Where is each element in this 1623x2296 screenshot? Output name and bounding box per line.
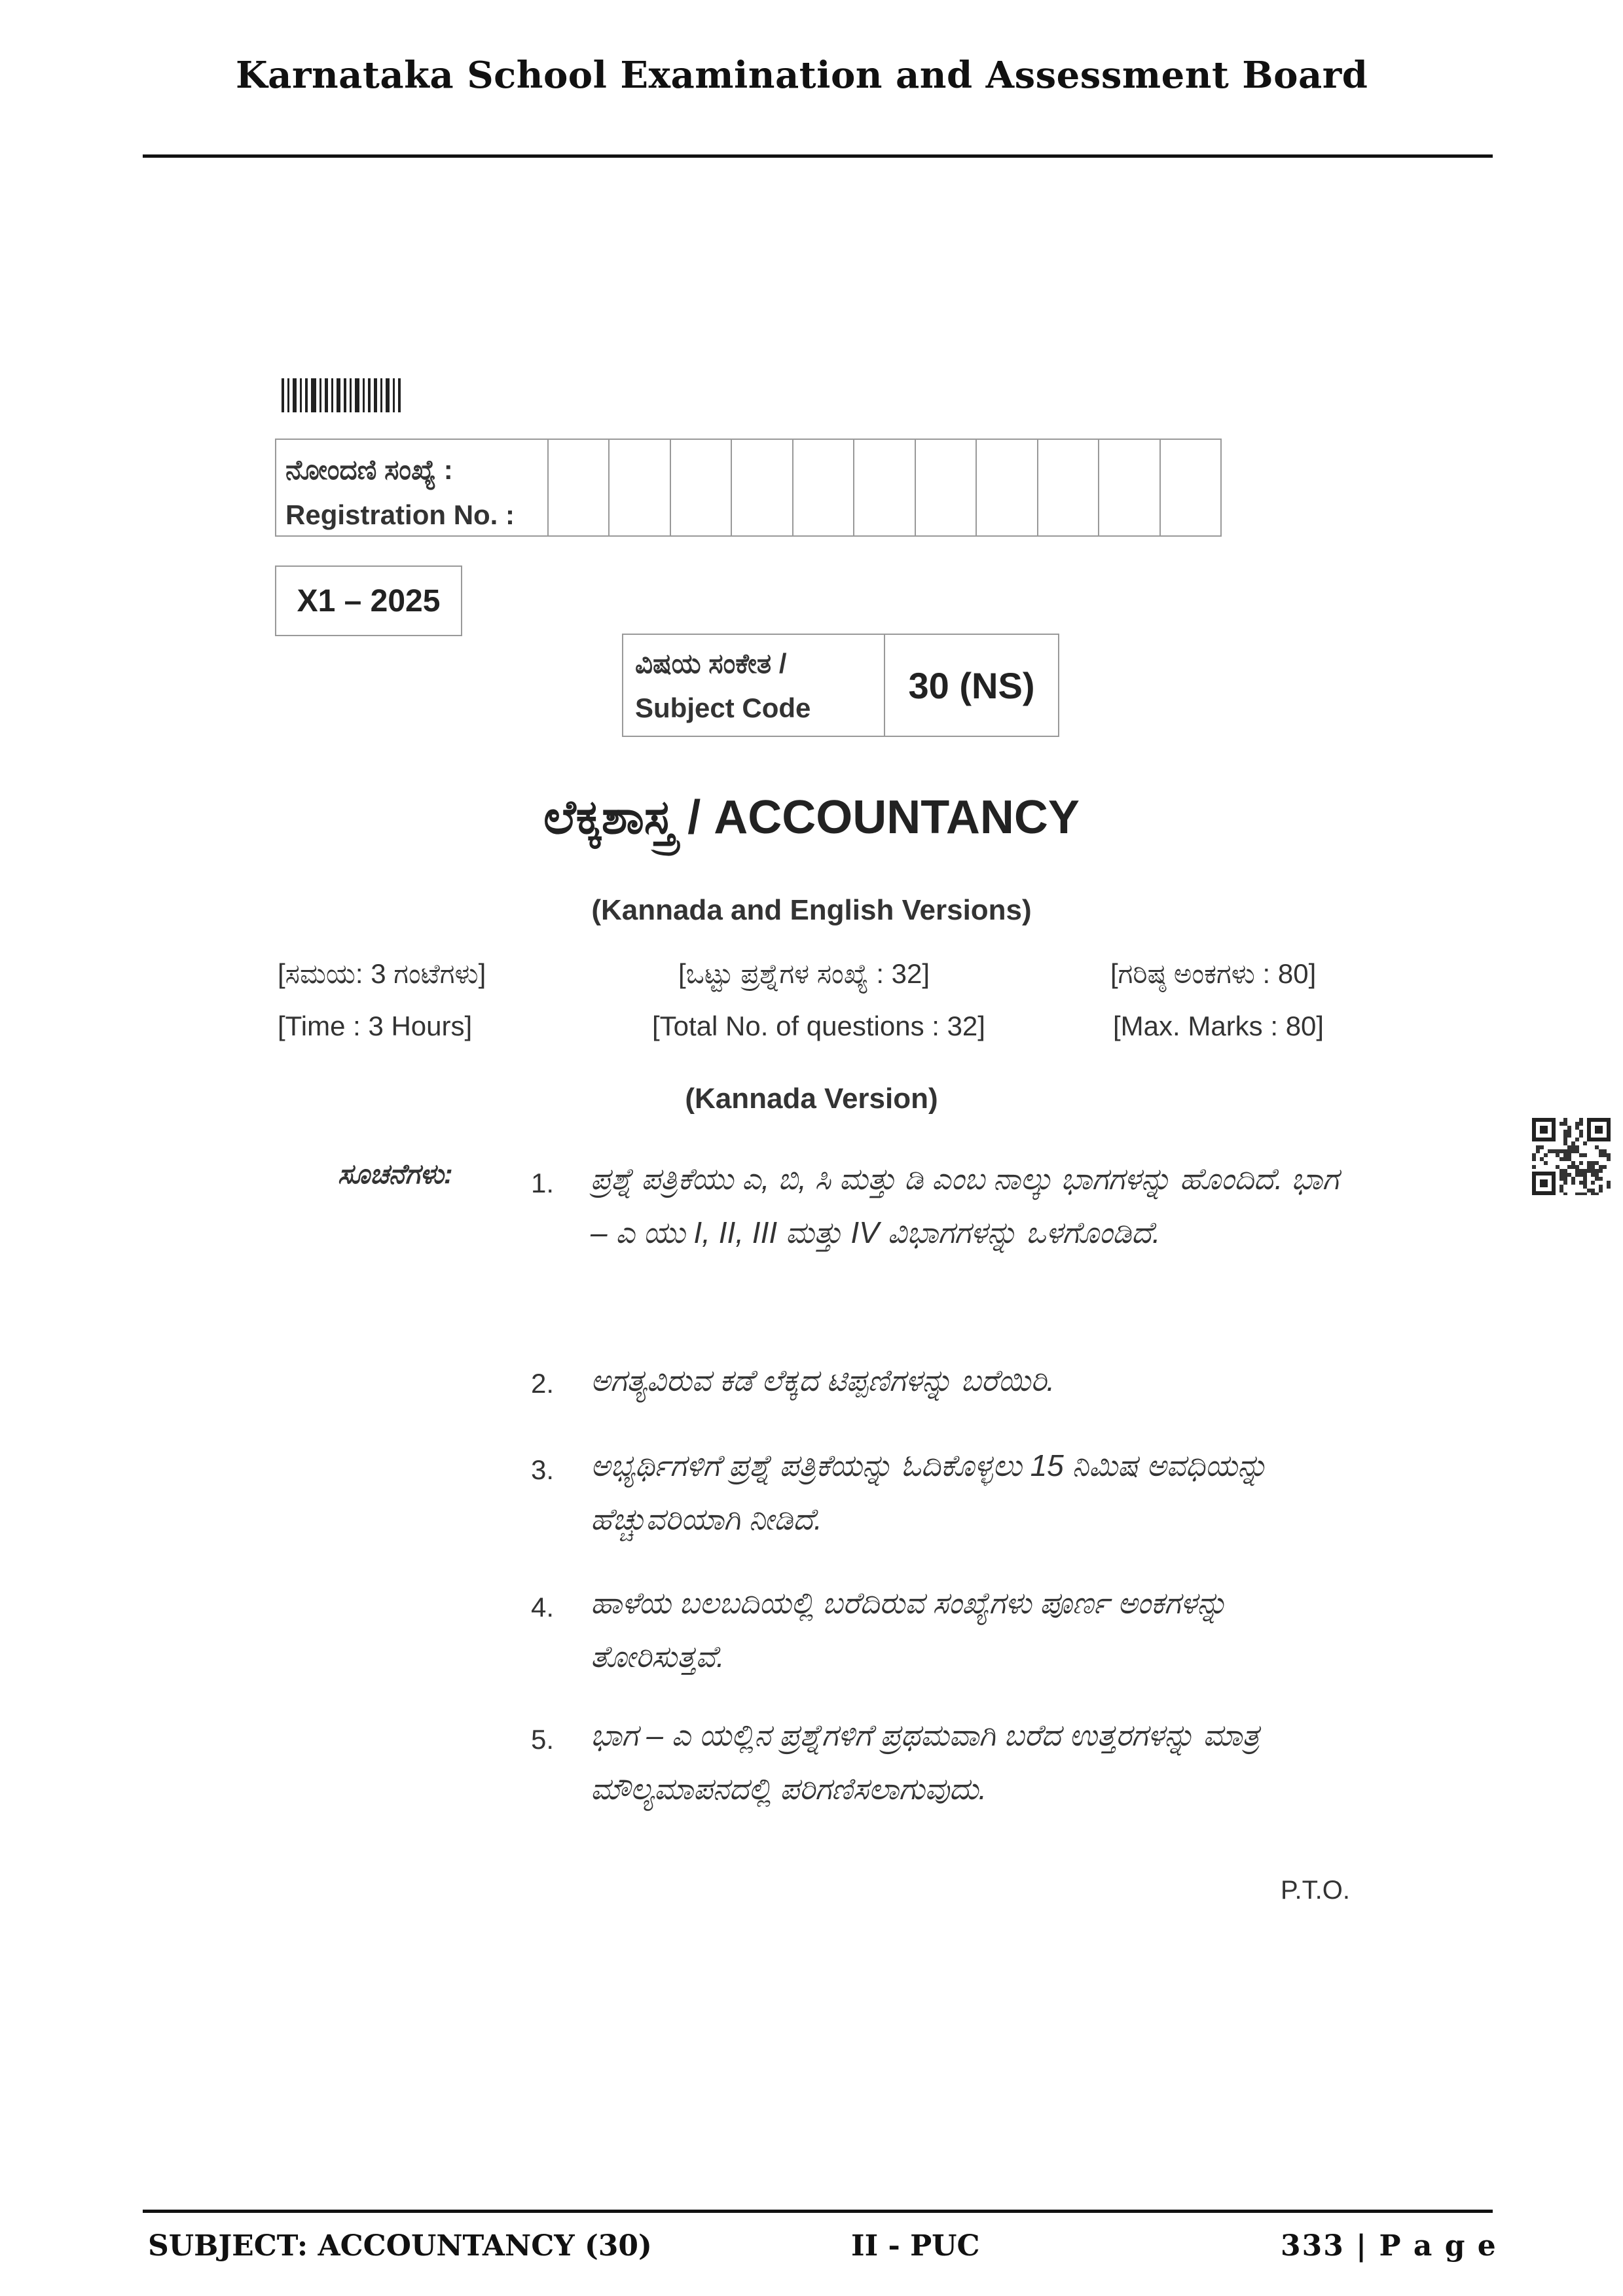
qr-module <box>1563 1157 1567 1161</box>
barcode-bar <box>363 378 365 412</box>
qr-module <box>1575 1149 1579 1153</box>
qr-module <box>1583 1177 1587 1181</box>
barcode-bar <box>311 378 316 412</box>
qr-module <box>1591 1173 1595 1177</box>
qr-module <box>1583 1141 1587 1145</box>
registration-digit-box <box>977 440 1038 535</box>
instruction-text: ಅಗತ್ಯವಿರುವ ಕಡೆ ಲೆಕ್ಕದ ಟಿಪ್ಪಣಿಗಳನ್ನು ಬರೆಯಿರಿ. <box>591 1363 1055 1397</box>
qr-module <box>1563 1173 1567 1177</box>
instruction-number: 3. <box>530 1454 554 1485</box>
qr-module <box>1579 1173 1583 1177</box>
qr-module <box>1575 1173 1579 1177</box>
qr-module <box>1599 1149 1603 1153</box>
qr-module <box>1571 1141 1575 1145</box>
barcode-bar <box>368 378 371 412</box>
paper-code: X1 – 2025 <box>275 565 462 636</box>
qr-module <box>1607 1185 1611 1189</box>
qr-module <box>1532 1165 1536 1169</box>
qr-module <box>1567 1134 1571 1138</box>
qr-module <box>1603 1149 1607 1153</box>
qr-module <box>1567 1173 1571 1177</box>
registration-number-box <box>275 439 1222 537</box>
qr-module <box>1563 1118 1567 1122</box>
registration-digit-box <box>732 440 793 535</box>
qr-module <box>1532 1153 1536 1157</box>
subject-code-box <box>622 634 1059 737</box>
qr-module <box>1583 1193 1587 1195</box>
registration-digit-box <box>1161 440 1220 535</box>
qr-module <box>1591 1161 1595 1165</box>
qr-module <box>1587 1169 1591 1173</box>
qr-module <box>1583 1181 1587 1185</box>
qr-module <box>1579 1118 1583 1122</box>
questions-count-english: [Total No. of questions : 32] <box>652 1011 985 1041</box>
qr-module <box>1599 1153 1603 1157</box>
paper-title: ಲೆಕ್ಕಶಾಸ್ತ್ರ / ACCOUNTANCY <box>543 791 1080 844</box>
qr-module <box>1579 1122 1583 1126</box>
qr-module <box>1595 1169 1599 1173</box>
qr-module <box>1567 1153 1571 1157</box>
qr-module <box>1603 1165 1607 1169</box>
qr-module <box>1591 1165 1595 1169</box>
qr-module <box>1575 1193 1579 1195</box>
qr-module <box>1552 1149 1556 1153</box>
qr-module <box>1571 1161 1575 1165</box>
qr-module <box>1567 1130 1571 1134</box>
barcode-bar <box>305 378 308 412</box>
qr-module <box>1532 1157 1536 1161</box>
qr-module <box>1571 1181 1575 1185</box>
qr-code-icon <box>1532 1118 1611 1195</box>
qr-module <box>1563 1169 1567 1173</box>
qr-module <box>1599 1177 1603 1181</box>
time-kannada: [ಸಮಯ: 3 ಗಂಟೆಗಳು] <box>278 958 486 989</box>
qr-module <box>1556 1149 1559 1153</box>
qr-module <box>1536 1145 1540 1149</box>
qr-module <box>1559 1157 1563 1161</box>
instruction-number: 1. <box>530 1168 554 1198</box>
max-marks-english: [Max. Marks : 80] <box>1113 1011 1324 1041</box>
qr-module <box>1579 1134 1583 1138</box>
registration-digit-box <box>1099 440 1160 535</box>
qr-module <box>1559 1169 1563 1173</box>
qr-module <box>1563 1138 1567 1141</box>
kannada-version-heading: (Kannada Version) <box>685 1083 938 1115</box>
qr-module <box>1540 1179 1548 1187</box>
qr-module <box>1599 1185 1603 1189</box>
qr-module <box>1575 1138 1579 1141</box>
footer-subject: SUBJECT: ACCOUNTANCY (30) <box>148 2229 652 2263</box>
barcode-bar <box>374 378 377 412</box>
qr-module <box>1583 1169 1587 1173</box>
qr-module <box>1563 1134 1567 1138</box>
qr-module <box>1559 1173 1563 1177</box>
qr-module <box>1540 1157 1544 1161</box>
qr-module <box>1579 1193 1583 1195</box>
qr-module <box>1563 1149 1567 1153</box>
questions-count-kannada: [ಒಟ್ಟು ಪ್ರಶ್ನೆಗಳ ಸಂಖ್ಯೆ : 32] <box>678 958 930 989</box>
registration-digit-box <box>610 440 670 535</box>
registration-digit-box <box>671 440 732 535</box>
qr-module <box>1579 1169 1583 1173</box>
registration-digit-box <box>549 440 610 535</box>
qr-module <box>1579 1181 1583 1185</box>
qr-module <box>1544 1153 1548 1157</box>
registration-digit-box <box>854 440 915 535</box>
max-marks-kannada: [ಗರಿಷ್ಠ ಅಂಕಗಳು : 80] <box>1110 958 1317 989</box>
qr-module <box>1591 1189 1595 1193</box>
barcode-bar <box>380 378 382 412</box>
qr-module <box>1544 1161 1548 1165</box>
qr-module <box>1540 1145 1544 1149</box>
qr-module <box>1595 1161 1599 1165</box>
qr-module <box>1556 1165 1559 1169</box>
qr-module <box>1599 1169 1603 1173</box>
registration-cells <box>549 440 1220 535</box>
qr-module <box>1563 1153 1567 1157</box>
footer-class: II - PUC <box>851 2229 980 2263</box>
barcode-icon <box>282 378 456 412</box>
registration-label-kannada: ನೋಂದಣಿ ಸಂಖ್ಯೆ : <box>285 454 453 485</box>
qr-module <box>1563 1141 1567 1145</box>
qr-module <box>1579 1130 1583 1134</box>
qr-module <box>1607 1153 1611 1157</box>
qr-module <box>1571 1165 1575 1169</box>
instruction-text: ಪ್ರಶ್ನೆ ಪತ್ರಿಕೆಯು ಎ, ಬಿ, ಸಿ ಮತ್ತು ಡಿ ಎಂಬ ನಾಲ್ಕು ಭಾಗಗಳನ್ನು ಹೊಂದಿದೆ. ಭಾಗ – ಎ ಯು I, II, III ಮತ್ತು IV ವಿಭಾಗಗಳನ್ನು ಒಳಗೊಂಡಿದೆ. <box>591 1162 1339 1249</box>
qr-module <box>1583 1173 1587 1177</box>
barcode-bar <box>282 378 284 412</box>
page-header-title: Karnataka School Examination and Assessment Board <box>236 54 1368 97</box>
barcode-bar <box>300 378 302 412</box>
please-turn-over: P.T.O. <box>1281 1876 1350 1905</box>
versions-note: (Kannada and English Versions) <box>591 894 1032 926</box>
instruction-number: 4. <box>530 1592 554 1623</box>
qr-module <box>1595 1126 1603 1134</box>
barcode-bar <box>325 378 328 412</box>
instruction-text: ಭಾಗ – ಎ ಯಲ್ಲಿನ ಪ್ರಶ್ನೆಗಳಿಗೆ ಪ್ರಥಮವಾಗಿ ಬರೆದ ಉತ್ತರಗಳನ್ನು ಮಾತ್ರ ಮೌಲ್ಯಮಾಪನದಲ್ಲಿ ಪರಿಗಣಿಸಲಾಗುವುದು. <box>591 1718 1260 1806</box>
barcode-bar <box>337 378 340 412</box>
qr-module <box>1603 1153 1607 1157</box>
barcode-bar <box>398 378 401 412</box>
subject-code-value: 30 (NS) <box>908 664 1035 706</box>
qr-module <box>1536 1149 1540 1153</box>
qr-module <box>1599 1165 1603 1169</box>
barcode-bar <box>344 378 346 412</box>
qr-module <box>1571 1145 1575 1149</box>
qr-module <box>1567 1145 1571 1149</box>
instruction-number: 2. <box>530 1368 554 1399</box>
qr-module <box>1579 1161 1583 1165</box>
qr-module <box>1567 1165 1571 1169</box>
qr-module <box>1548 1149 1552 1153</box>
qr-module <box>1599 1189 1603 1193</box>
barcode-bar <box>355 378 359 412</box>
qr-module <box>1579 1153 1583 1157</box>
qr-module <box>1559 1189 1563 1193</box>
qr-module <box>1583 1153 1587 1157</box>
qr-module <box>1567 1157 1571 1161</box>
qr-module <box>1571 1177 1575 1181</box>
qr-module <box>1571 1149 1575 1153</box>
qr-module <box>1567 1149 1571 1153</box>
qr-module <box>1591 1169 1595 1173</box>
qr-module <box>1575 1126 1579 1130</box>
footer-divider <box>143 2210 1493 2213</box>
qr-module <box>1556 1153 1559 1157</box>
barcode-bar <box>319 378 321 412</box>
qr-module <box>1559 1185 1563 1189</box>
barcode-bar <box>331 378 333 412</box>
instruction-text: ಹಾಳೆಯ ಬಲಬದಿಯಲ್ಲಿ ಬರೆದಿರುವ ಸಂಖ್ಯೆಗಳು ಪೂರ್ಣ ಅಂಕಗಳನ್ನು ತೋರಿಸುತ್ತವೆ. <box>591 1586 1228 1674</box>
qr-module <box>1595 1177 1599 1181</box>
qr-module <box>1575 1169 1579 1173</box>
qr-module <box>1591 1181 1595 1185</box>
qr-module <box>1559 1149 1563 1153</box>
time-english: [Time : 3 Hours] <box>278 1011 473 1041</box>
qr-module <box>1595 1173 1599 1177</box>
registration-digit-box <box>1038 440 1099 535</box>
qr-module <box>1587 1165 1591 1169</box>
qr-module <box>1563 1130 1567 1134</box>
qr-module <box>1595 1145 1599 1149</box>
registration-label <box>276 440 549 535</box>
qr-module <box>1595 1193 1599 1195</box>
qr-module <box>1559 1177 1563 1181</box>
qr-module <box>1583 1185 1587 1189</box>
barcode-bar <box>393 378 395 412</box>
instructions-label: ಸೂಚನೆಗಳು: <box>338 1158 453 1189</box>
qr-module <box>1563 1181 1567 1185</box>
subject-code-label <box>623 635 885 736</box>
qr-module <box>1607 1157 1611 1161</box>
qr-module <box>1563 1177 1567 1181</box>
registration-label-english: Registration No. : <box>285 499 515 530</box>
qr-module <box>1575 1145 1579 1149</box>
instruction-number: 5. <box>530 1724 554 1755</box>
qr-module <box>1563 1122 1567 1126</box>
header-divider <box>143 154 1493 158</box>
footer-page-number: 333 | P a g e <box>1281 2229 1497 2263</box>
qr-module <box>1587 1161 1591 1165</box>
qr-module <box>1540 1126 1548 1134</box>
registration-digit-box <box>793 440 854 535</box>
subject-code-label-english: Subject Code <box>635 692 811 723</box>
instruction-text: ಅಭ್ಯರ್ಥಿಗಳಿಗೆ ಪ್ರಶ್ನೆ ಪತ್ರಿಕೆಯನ್ನು ಓದಿಕೊಳ್ಳಲು 15 ನಿಮಿಷ ಅವಧಿಯನ್ನು ಹೆಚ್ಚುವರಿಯಾಗಿ ನೀಡಿದೆ. <box>591 1448 1268 1536</box>
qr-module <box>1559 1122 1563 1126</box>
qr-module <box>1607 1181 1611 1185</box>
qr-module <box>1587 1189 1591 1193</box>
barcode-bar <box>293 378 297 412</box>
qr-module <box>1563 1193 1567 1195</box>
barcode-bar <box>386 378 390 412</box>
barcode-bar <box>350 378 352 412</box>
subject-code-label-kannada: ವಿಷಯ ಸಂಕೇತ / <box>635 648 787 679</box>
registration-digit-box <box>916 440 977 535</box>
barcode-bar <box>287 378 289 412</box>
qr-module <box>1575 1122 1579 1126</box>
qr-module <box>1591 1193 1595 1195</box>
qr-module <box>1575 1165 1579 1169</box>
qr-module <box>1567 1126 1571 1130</box>
